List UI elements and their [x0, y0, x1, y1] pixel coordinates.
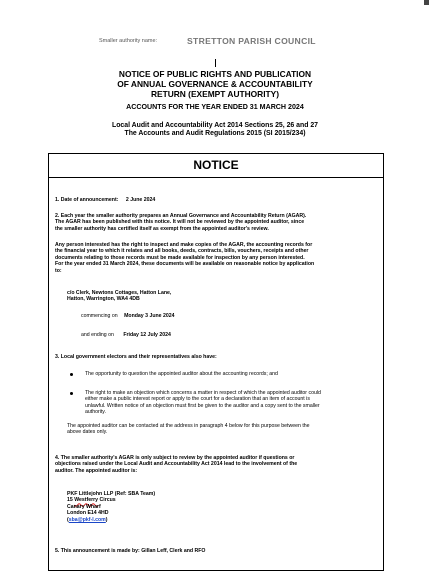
text-line: either make a public interest report or apply to the court for a declaration that an item of account is [85, 396, 310, 403]
notice-box [48, 153, 384, 571]
text-line: auditor. The appointed auditor is: [55, 467, 138, 474]
text-line: above dates only. [67, 429, 108, 436]
paragraph-agar [55, 213, 306, 232]
text-line: the financial year to which it relates and all books, deeds, contracts, bills, vouchers, receipts and other [55, 248, 309, 255]
auditor-email-row [67, 517, 155, 523]
text-line: to: [55, 267, 62, 274]
paragraph-review [55, 455, 297, 474]
text-line: authority. [85, 409, 106, 416]
text-line: unlawful. Written notice of an objection must first be given to the auditor and a copy sent to the smaller [85, 402, 320, 409]
title-line: RETURN (EXEMPT AUTHORITY) [150, 89, 280, 100]
announcement-author: 5. This announcement is made by: Gillan Leff, Clerk and RFO [55, 548, 206, 554]
text-cursor [215, 59, 216, 67]
legislation-line: Local Audit and Accountability Act 2014 Sections 25, 26 and 27 [111, 122, 318, 129]
auditor-email-link[interactable]: sba@pkf-l.com [68, 516, 106, 523]
address-block[interactable] [67, 290, 171, 303]
announcement-label: 1. Date of announcement: [55, 197, 119, 203]
text-line: 2. Each year the smaller authority prepares an Annual Governance and Accountability Return (AGAR). [55, 213, 307, 219]
authority-name[interactable]: STRETTON PARISH COUNCIL [187, 36, 316, 46]
text-line: Any person interested has the right to inspect and make copies of the AGAR, the accounting records for [55, 242, 313, 248]
text-line: The appointed auditor can be contacted at the address in paragraph 4 below for this purpose between the [67, 423, 310, 429]
bullet-objection [85, 390, 321, 416]
page-title [40, 69, 390, 100]
announcement-value[interactable]: 2 June 2024 [125, 197, 156, 203]
bullet-icon [70, 373, 73, 376]
text-line: the smaller authority has certified itself as exempt from the appointed auditor's review. [55, 225, 269, 232]
announcement-date [55, 197, 155, 203]
street-name: Westferry [74, 497, 99, 504]
legislation-line: The Accounts and Audit Regulations 2015 (SI 2015/234) [124, 130, 306, 138]
address-line: Hatton, Warrington, WA4 4DB [67, 296, 140, 303]
text-line: For the year ended 31 March 2024, these documents will be available on reasonable notice by application [55, 261, 315, 268]
title-line: OF ANNUAL GOVERNANCE & ACCOUNTABILITY [117, 79, 313, 90]
auditor-address [67, 491, 155, 523]
legislation-heading [40, 122, 390, 139]
auditor-line: PKF Littlejohn LLP (Ref: SBA Team) [67, 491, 156, 497]
ending-date[interactable]: Friday 12 July 2024 [123, 332, 171, 338]
email-paren: ( [67, 516, 69, 523]
text-line: 4. The smaller authority's AGAR is only subject to review by the appointed auditor if questions or [55, 455, 295, 461]
commencing-label: commencing on [81, 313, 118, 319]
authority-label: Smaller authority name: [99, 38, 158, 44]
notice-title: NOTICE [193, 158, 239, 172]
ending-label: and ending on [81, 332, 114, 338]
text-line: objections raised under the Local Audit and Accountability Act 2014 lead to the involvement of the [55, 461, 298, 468]
text-line: documents relating to those records must be made available for inspection by any person interested. [55, 254, 305, 261]
text-line: The right to make an objection which concerns a matter in respect of which the appointed auditor could [85, 390, 321, 396]
auditor-line: London E14 4HD [67, 510, 109, 517]
street-number: 15 [67, 497, 75, 504]
commencing-row [81, 313, 175, 319]
title-line: NOTICE OF PUBLIC RIGHTS AND PUBLICATION [118, 69, 312, 79]
notice-title-row [49, 154, 383, 178]
bullet-icon [70, 392, 73, 395]
text-line: The AGAR has been published with this notice. It will not be reviewed by the appointed auditor, since [55, 219, 305, 226]
electors-heading: 3. Local government electors and their representatives also have: [55, 354, 217, 360]
email-paren: ) [105, 516, 108, 523]
paragraph-inspection [55, 242, 314, 274]
authority-row [0, 36, 429, 48]
address-line: c/o Clerk, Newtons Cottages, Hatton Lane, [67, 290, 172, 296]
commencing-date[interactable]: Monday 3 June 2024 [124, 313, 175, 319]
auditor-contact [67, 423, 310, 436]
street-suffix: Circus [98, 497, 116, 504]
corner-mark [424, 0, 429, 5]
accounts-heading: ACCOUNTS FOR THE YEAR ENDED 31 MARCH 2024 [126, 103, 304, 111]
ending-row [81, 332, 171, 338]
bullet-question: The opportunity to question the appointed auditor about the accounting records; and [85, 371, 278, 377]
auditor-line: Canary Wharf [67, 503, 101, 510]
